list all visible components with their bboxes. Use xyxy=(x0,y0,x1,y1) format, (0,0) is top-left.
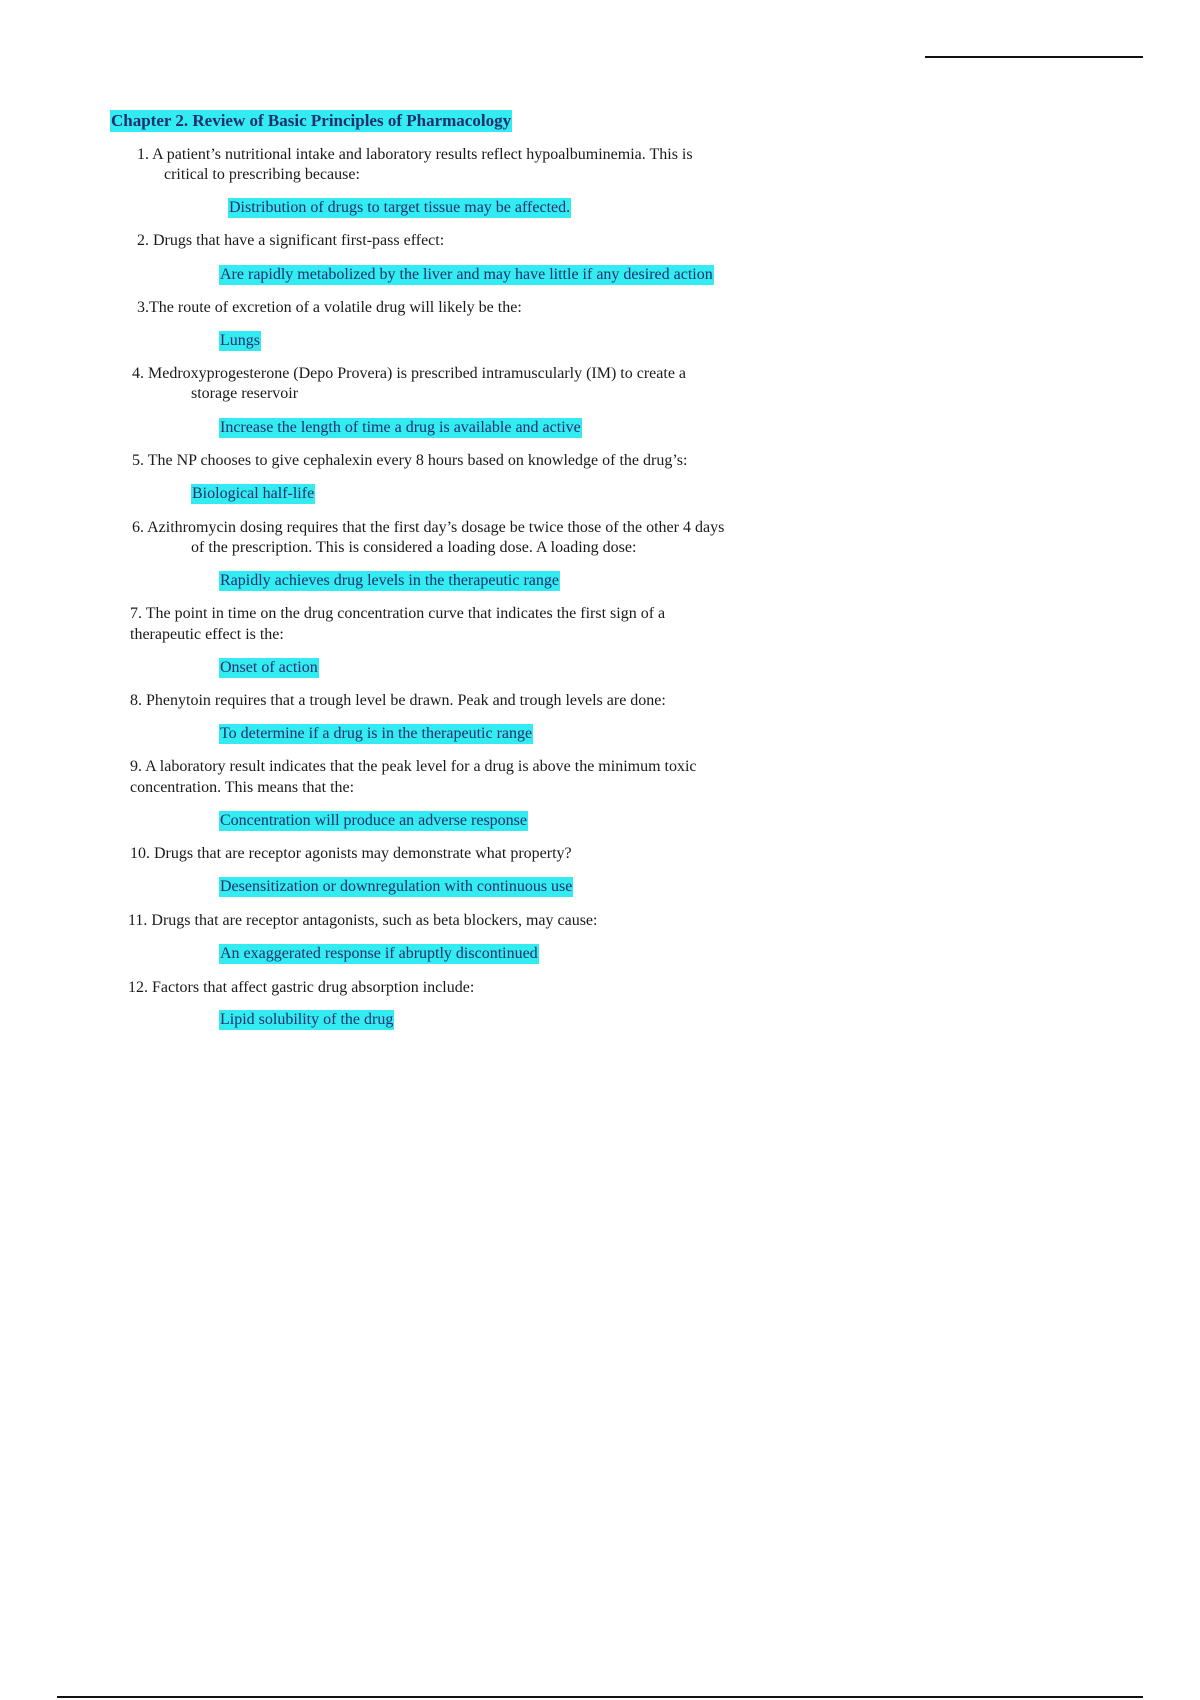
footer-rule xyxy=(57,1696,1143,1698)
question-6-line-2: of the prescription. This is considered a loading dose. A loading dose: xyxy=(191,539,637,556)
answer-9: Concentration will produce an adverse response xyxy=(220,812,528,829)
question-4-line-2: storage reservoir xyxy=(191,385,299,402)
answer-3: Lungs xyxy=(220,332,260,349)
question-1-line-2: critical to prescribing because: xyxy=(164,166,360,183)
question-8-line-1: 8. Phenytoin requires that a trough level be drawn. Peak and trough levels are done: xyxy=(130,692,666,709)
question-12-line-1: 12. Factors that affect gastric drug absorption include: xyxy=(128,979,475,996)
question-5-line-1: 5. The NP chooses to give cephalexin every 8 hours based on knowledge of the drug’s: xyxy=(132,452,688,469)
answer-10: Desensitization or downregulation with continuous use xyxy=(220,878,573,895)
answer-6: Rapidly achieves drug levels in the therapeutic range xyxy=(220,572,559,589)
answer-1: Distribution of drugs to target tissue may be affected. xyxy=(229,199,571,216)
question-9-line-2: concentration. This means that the: xyxy=(130,779,355,796)
question-7-line-1: 7. The point in time on the drug concentration curve that indicates the first sign of a xyxy=(130,605,666,622)
answer-4: Increase the length of time a drug is available and active xyxy=(220,419,581,436)
answer-8: To determine if a drug is in the therapeutic range xyxy=(220,725,533,742)
question-3-line-1: 3.The route of excretion of a volatile drug will likely be the: xyxy=(137,299,522,316)
answer-11: An exaggerated response if abruptly discontinued xyxy=(220,945,538,962)
answer-12: Lipid solubility of the drug xyxy=(220,1011,394,1028)
header-rule xyxy=(925,56,1143,58)
answer-7: Onset of action xyxy=(220,659,318,676)
question-1-line-1: 1. A patient’s nutritional intake and laboratory results reflect hypoalbuminemia. This is xyxy=(137,146,693,163)
question-7-line-2: therapeutic effect is the: xyxy=(130,626,284,643)
question-9-line-1: 9. A laboratory result indicates that the peak level for a drug is above the minimum toxic xyxy=(130,758,697,775)
answer-5: Biological half-life xyxy=(192,485,315,502)
question-11-line-1: 11. Drugs that are receptor antagonists, such as beta blockers, may cause: xyxy=(128,912,598,929)
answer-2: Are rapidly metabolized by the liver and may have little if any desired action xyxy=(220,266,713,283)
question-2-line-1: 2. Drugs that have a significant first-pass effect: xyxy=(137,232,445,249)
question-6-line-1: 6. Azithromycin dosing requires that the first day’s dosage be twice those of the other 4 days xyxy=(132,519,725,536)
question-10-line-1: 10. Drugs that are receptor agonists may demonstrate what property? xyxy=(130,845,572,862)
chapter-title: Chapter 2. Review of Basic Principles of Pharmacology xyxy=(111,111,512,130)
question-4-line-1: 4. Medroxyprogesterone (Depo Provera) is prescribed intramuscularly (IM) to create a xyxy=(132,365,687,382)
